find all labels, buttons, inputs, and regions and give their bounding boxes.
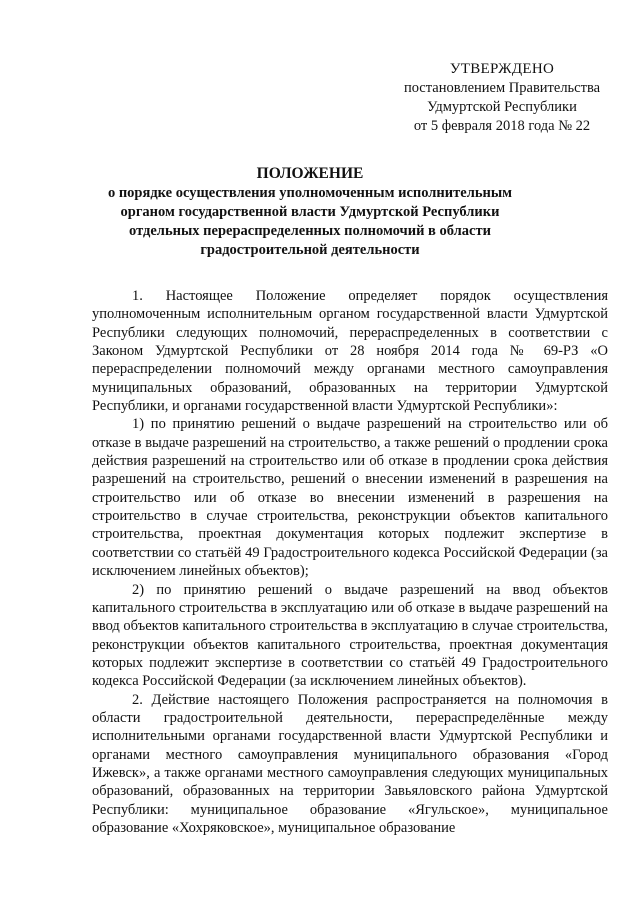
title-subtitle: о порядке осуществления уполномоченным исполнительным органом государственной власти Удмуртской Республики отдельных перераспределенных полномочий в области градостроительной деятельности bbox=[107, 185, 513, 258]
approval-label: УТВЕРЖДЕНО bbox=[449, 61, 555, 77]
paragraph-1-item-2: 2) по принятию решений о выдаче разрешений на ввод объектов капитального строительства в эксплуатацию или об отказе в выдаче разрешений на ввод объектов капитального строительства в эксплуатацию в случае строительства, реконструкции объектов капитального строительства, проектная документация которых подлежит экспертизе в соответствии со статьёй 49 Градостроительного кодекса Российской Федерации (за исключением линейных объектов). bbox=[92, 581, 609, 690]
paragraph-1: 1. Настоящее Положение определяет порядок осуществления уполномоченным исполнительным органом государственной власти Удмуртской Республики следующих полномочий, перераспределенных в соответствии с Законом Удмуртской Республики от 28 ноября 2014 года № 69-РЗ «О перераспределении полномочий между органами местного самоуправления муниципальных образований, образованных на территории Удмуртской Республики, и органами государственной власти Удмуртской Республики»: bbox=[92, 288, 608, 415]
document-body bbox=[92, 287, 608, 837]
approval-line-3: от 5 февраля 2018 года № 22 bbox=[413, 118, 591, 134]
paragraph-2: 2. Действие настоящего Положения распространяется на полномочия в области градостроительной деятельности, перераспределённые между исполнительными органами государственной власти Удмуртской Республики и органами местного самоуправления муниципального образования «Город Ижевск», а также органами местного самоуправления следующих муниципальных образований, образованных на территории Завьяловского района Удмуртской Республики: муниципальное образование «Ягульское», муниципальное образование «Хохряковское», муниципальное образование bbox=[92, 691, 608, 836]
approval-stamp bbox=[388, 60, 616, 136]
approval-line-2: Удмуртской Республики bbox=[427, 99, 577, 115]
paragraph-1-item-1: 1) по принятию решений о выдаче разрешений на строительство или об отказе в выдаче разрешений на строительство, а также решений о продлении срока действия разрешений на строительство или об отказе в продлении срока действия разрешений на строительство, решений о внесении изменений в разрешения на строительство или об отказе во внесении изменений в разрешения на строительство в случае строительства, реконструкции объектов капитального строительства, проектная документация которых подлежит экспертизе в соответствии со статьёй 49 Градостроительного кодекса Российской Федерации (за исключением линейных объектов); bbox=[92, 416, 608, 580]
title-heading: ПОЛОЖЕНИЕ bbox=[256, 165, 364, 182]
approval-line-1: постановлением Правительства bbox=[403, 80, 601, 96]
document-title bbox=[96, 164, 524, 260]
